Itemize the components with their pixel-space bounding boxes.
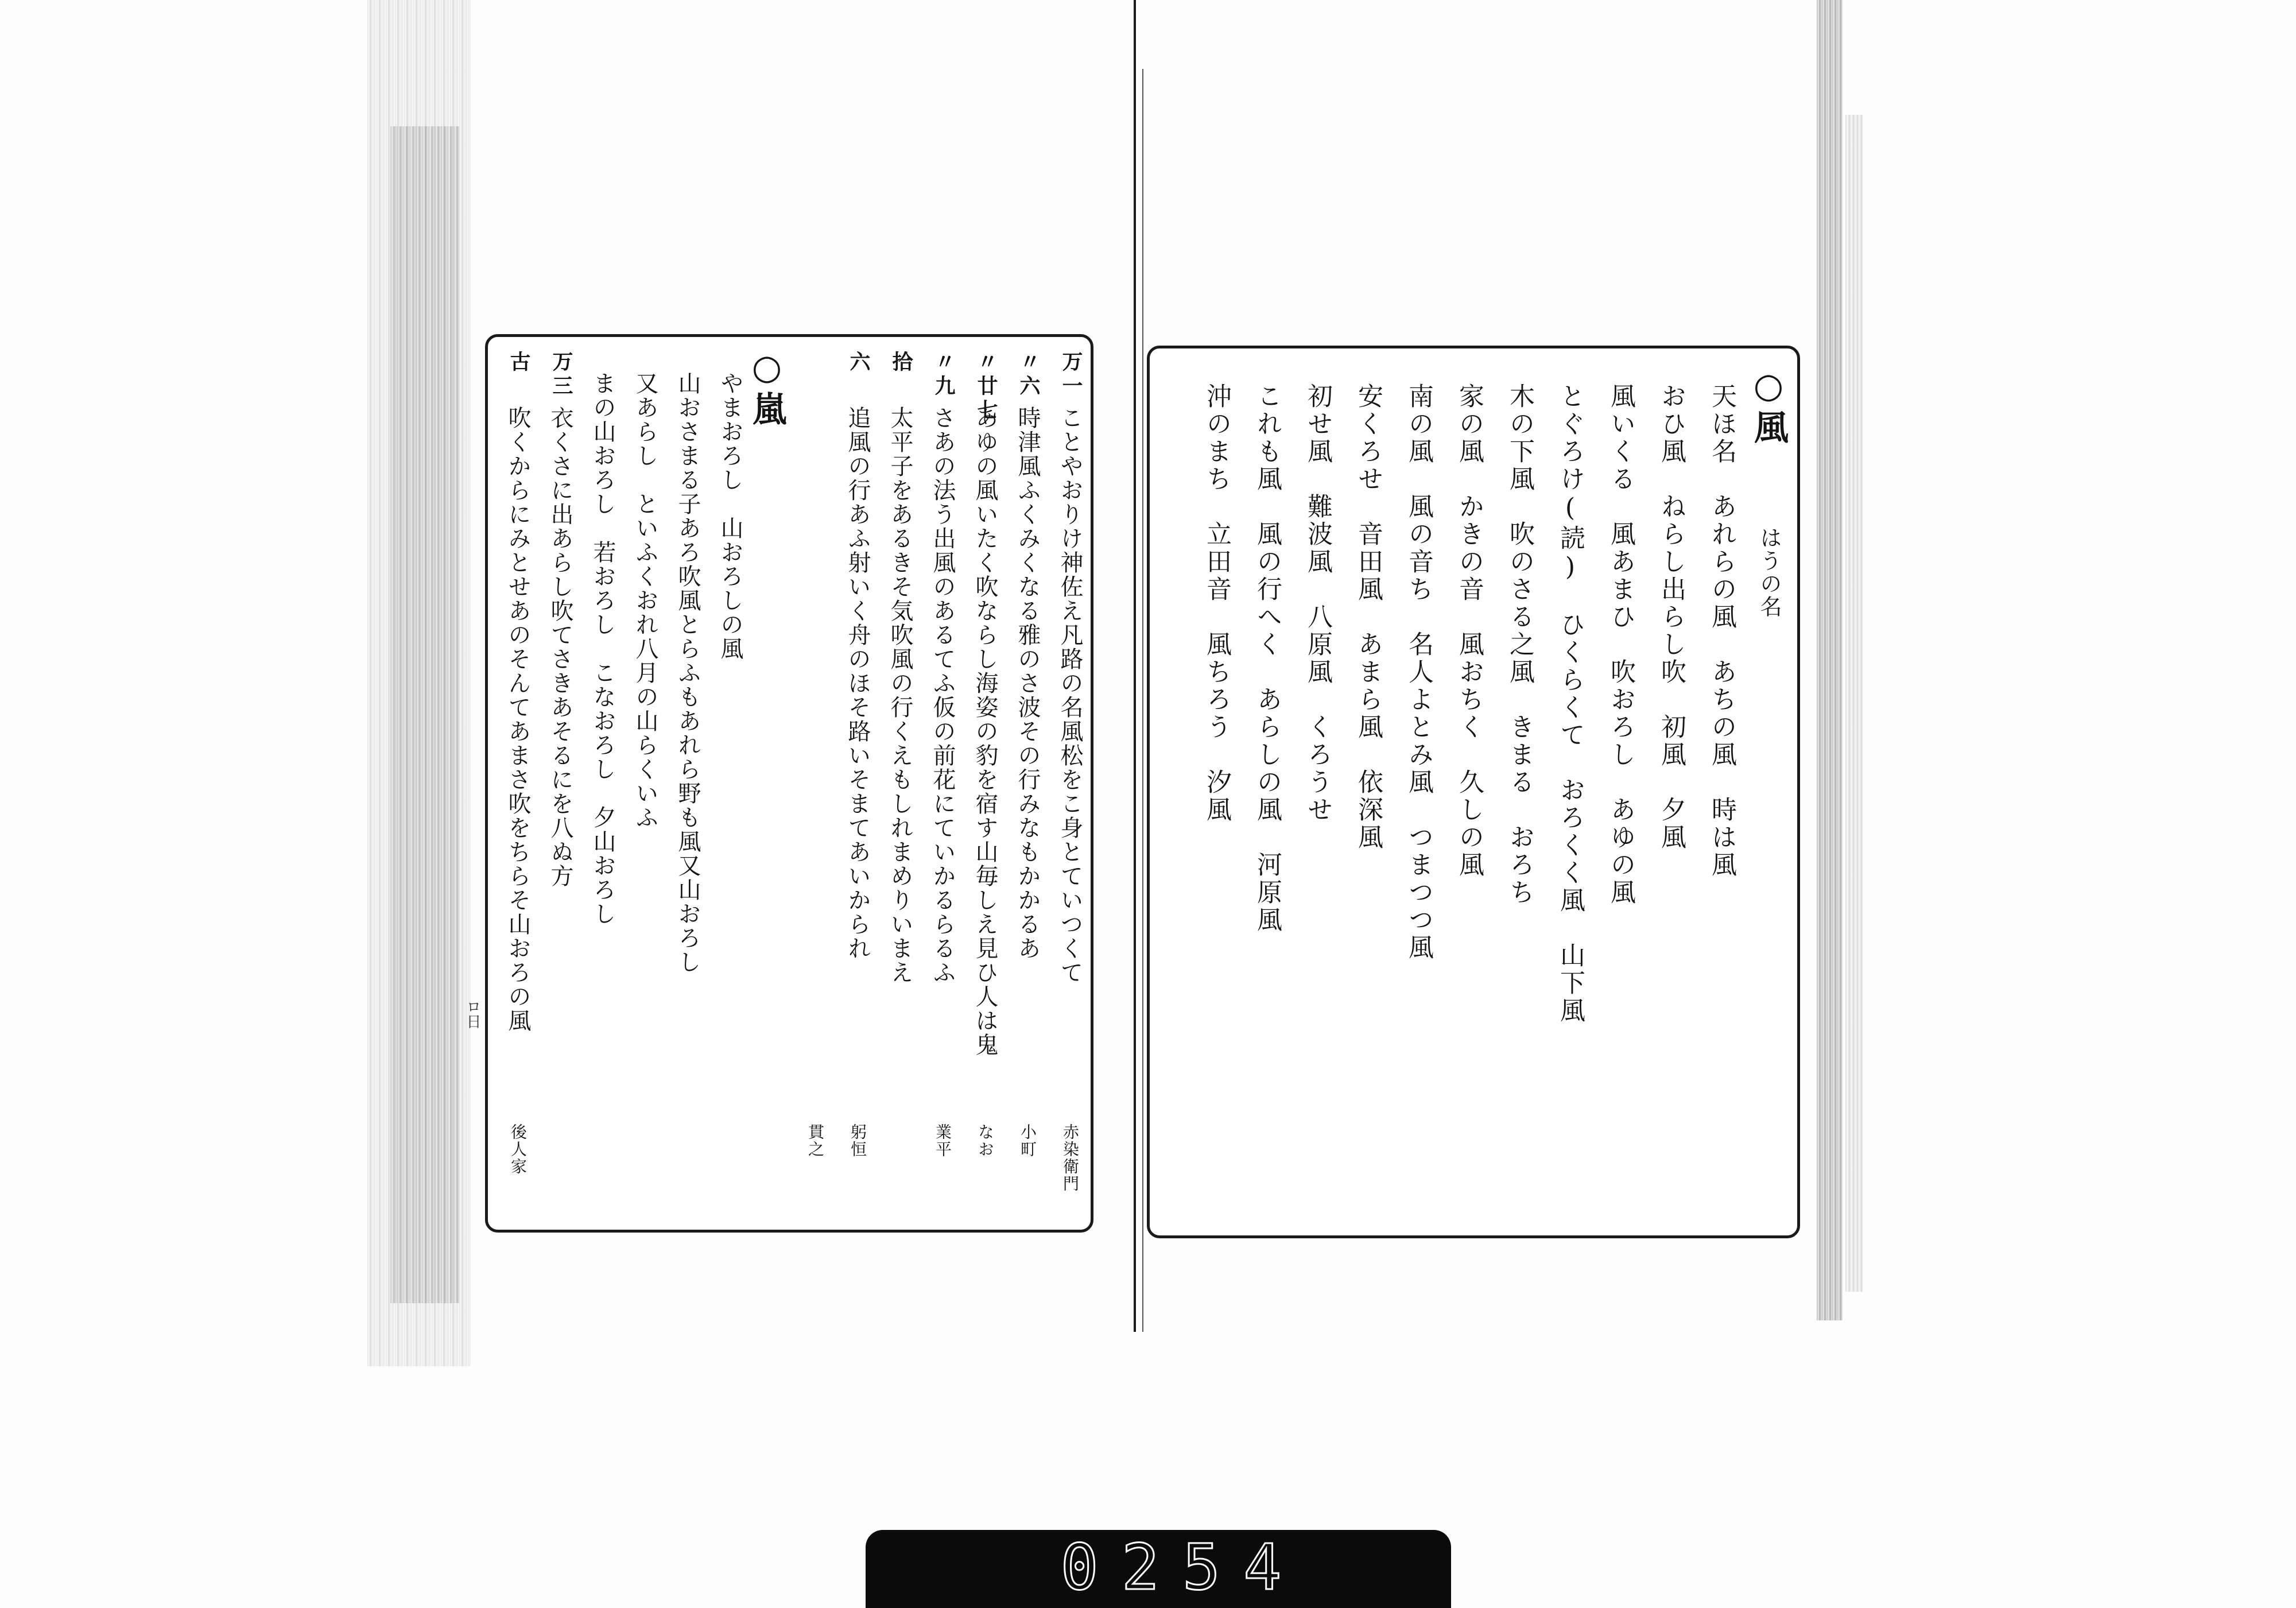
wind-name-row: おひ風 ねらし出らし吹 初風 夕風 <box>1657 383 1686 851</box>
wind-name-row: 南の風 風の音ち 名人よとみ風 つまつつ風 <box>1404 383 1433 962</box>
page-number: 0254 <box>1060 1530 1305 1604</box>
verse-label: 〃廿七 <box>974 351 998 423</box>
verse-text: あゆの風いたく吹ならし海姿の豹を宿す山毎しえ見ひ人は鬼 <box>972 406 998 1057</box>
verse-author: 後人家 <box>509 1123 528 1175</box>
verse-label: 六 <box>847 351 871 375</box>
verse-text: まの山おろし 若おろし こなおろし 夕山おろし <box>589 371 616 926</box>
verse-label: 〃九 <box>932 351 956 399</box>
verse-label: 〃六 <box>1017 351 1041 399</box>
section-heading: ○嵐 <box>747 347 787 429</box>
verse-author: 躬恒 <box>848 1123 867 1158</box>
right-binding-shadow <box>1845 115 1863 1292</box>
wind-name-row: とぐろけ(読) ひくらくて おろくく風 山下風 <box>1556 383 1585 1025</box>
wind-name-row: これも風 風の行へく あらしの風 河原風 <box>1252 383 1282 934</box>
wind-name-row: 初せ風 難波風 八原風 くろうせ <box>1303 383 1332 824</box>
book-gutter-secondary <box>1142 69 1143 1332</box>
right-binding-edge <box>1817 0 1843 1320</box>
verse-author: 小町 <box>1018 1123 1037 1158</box>
verse-text: 衣くさに出あらし吹てさきあそるにを八ぬ方 <box>547 406 573 888</box>
verse-author: 赤染衛門 <box>1061 1123 1080 1192</box>
left-binding-shadow <box>390 126 459 1303</box>
verse-author: なお <box>976 1123 995 1158</box>
verse-label: 拾 <box>889 351 913 375</box>
wind-name-row: 風いくる 風あまひ 吹おろし あゆの風 <box>1606 383 1635 906</box>
verse-text: やまおろし 山おろしの風 <box>717 371 743 661</box>
wind-name-row: 家の風 かきの音 風おちく 久しの風 <box>1455 383 1484 879</box>
verse-label: 万三 <box>549 351 573 399</box>
verse-text: 時津風ふくみくなる雅のさ波その行みなもかかるあ <box>1014 406 1041 960</box>
verse-text: 追風の行あふ射いく舟のほそ路いそまてあいかられ <box>844 406 871 960</box>
right-page-heading: ○風 <box>1748 366 1789 447</box>
verse-text: さあの法う出風のあるてふ仮の前花にていかるらるふ <box>929 406 956 985</box>
wind-name-row: 木の下風 吹のさる之風 きまる おろち <box>1505 383 1534 906</box>
wind-name-row: 天ほ名 あれらの風 あちの風 時は風 <box>1707 383 1736 879</box>
right-page-frame <box>1147 346 1800 1238</box>
verse-label: 古 <box>507 351 531 375</box>
wind-name-row: 安くろせ 音田風 あまら風 依深風 <box>1353 383 1383 851</box>
book-gutter <box>1134 0 1136 1332</box>
verse-author: 貫之 <box>806 1123 825 1158</box>
verse-text: 山おさまる子あろ吹風とらふもあれら野も風又山おろし <box>674 371 701 974</box>
left-page-frame <box>485 334 1093 1233</box>
verse-text: 吹くからにみとせあのそんてあまさ吹をちらそ山おろの風 <box>505 406 531 1033</box>
verse-author: 業平 <box>933 1123 952 1158</box>
verse-text: 又あらし といふくおれ八月の山らくいふ <box>632 371 658 830</box>
verse-text: 太平子をあるきそ気吹風の行くえもしれまめりいまえ <box>887 406 913 985</box>
margin-mark: ロ日 <box>464 999 481 1029</box>
verse-text: ことやおりけ神佐え凡路の名風松をこ身とていつくて <box>1057 406 1083 985</box>
right-page-subheading: はうの名 <box>1756 526 1782 618</box>
verse-label: 万一 <box>1059 351 1083 399</box>
wind-name-row: 沖のまち 立田音 風ちろう 汐風 <box>1202 383 1231 824</box>
